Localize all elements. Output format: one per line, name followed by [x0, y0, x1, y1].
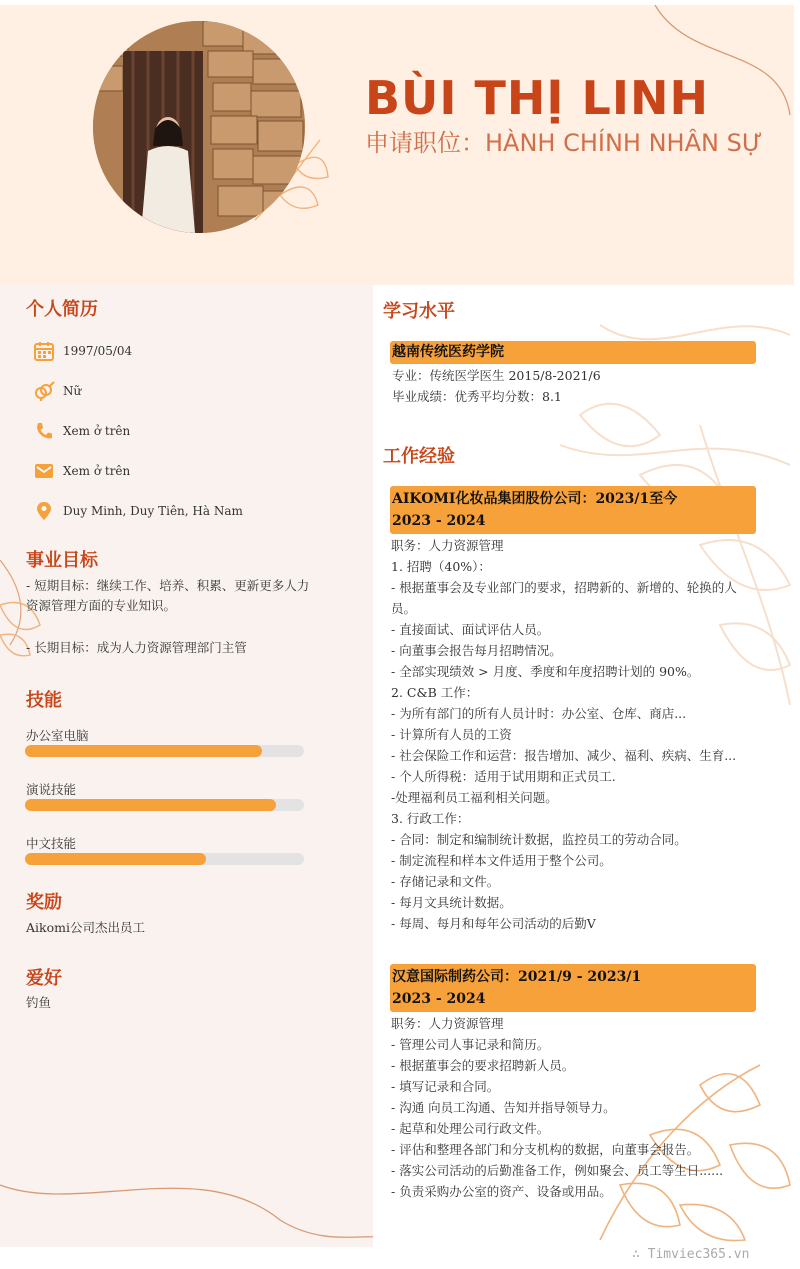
gender-icon [33, 380, 55, 402]
avatar [93, 21, 305, 233]
email-icon [33, 460, 55, 482]
education-major: 专业：传统医学医生 2015/8-2021/6 [392, 368, 601, 383]
contact-address [33, 500, 243, 522]
job-detail-line: - 根据董事会及专业部门的要求，招聘新的、新增的、轮换的人员。 [391, 580, 737, 616]
skill-label: 演说技能 [26, 782, 77, 797]
contact-email [33, 460, 130, 482]
job-detail-line: - 根据董事会的要求招聘新人员。 [391, 1058, 575, 1073]
job-period: 2023 - 2024 [392, 991, 486, 1007]
footer-watermark: ∴ Timviec365.vn [632, 1247, 750, 1262]
footer-text: Timviec365.vn [647, 1247, 750, 1262]
contact-phone [33, 420, 130, 442]
job-detail-line: - 评估和整理各部门和分支机构的数据，向董事会报告。 [391, 1142, 700, 1157]
profile-title: 个人简历 [26, 299, 98, 320]
job-detail-line: 2. C&B 工作： [391, 685, 479, 700]
job-detail-line: - 全部实现绩效 > 月度、季度和年度招聘计划的 90%。 [391, 664, 700, 679]
job-details [391, 535, 761, 934]
phone-text: Xem ở trên [63, 424, 131, 438]
job-details [391, 1013, 761, 1202]
job-detail-line: 3. 行政工作： [391, 811, 470, 826]
job-detail-line: - 制定流程和样本文件适用于整个公司。 [391, 853, 612, 868]
education-grade: 毕业成绩：优秀平均分数：8.1 [392, 389, 562, 404]
job-header [390, 486, 756, 534]
job-detail-line: 1. 招聘（40%）： [391, 559, 491, 574]
job-detail-line: - 填写记录和合同。 [391, 1079, 500, 1094]
calendar-icon [33, 340, 55, 362]
job-detail-line: - 计算所有人员的工资 [391, 727, 512, 742]
job-position: 申请职位：HÀNH CHÍNH NHÂN SỰ [365, 129, 763, 157]
education-title: 学习水平 [383, 301, 455, 322]
short-term-goal: - 短期目标：继续工作、培养、积累、更新更多人力资源管理方面的专业知识。 [26, 578, 310, 613]
job-detail-line: -处理福利员工福利相关问题。 [391, 790, 558, 805]
skill-bar-fill [25, 745, 262, 757]
job-company: 汉意国际制药公司：2021/9 - 2023/1 [392, 969, 642, 985]
job-detail-line: 职务：人力资源管理 [391, 1016, 504, 1031]
job-company: AIKOMI化妆品集团股份公司：2023/1至今 [392, 491, 678, 507]
job-detail-line: - 社会保险工作和运营：报告增加、减少、福利、疾病、生育... [391, 748, 737, 763]
contact-birthday [33, 340, 132, 362]
school-name: 越南传统医药学院 [390, 341, 756, 364]
experience-title: 工作经验 [383, 446, 455, 467]
skill-bar [25, 853, 304, 865]
job-detail-line: - 合同：制定和编制统计数据，监控员工的劳动合同。 [391, 832, 687, 847]
job-detail-line: 职务：人力资源管理 [391, 538, 504, 553]
job-detail-line: - 为所有部门的所有人员计时：办公室、仓库、商店... [391, 706, 687, 721]
cv-page [0, 5, 794, 1247]
skill-bar [25, 745, 304, 757]
skill-label: 办公室电脑 [26, 728, 89, 743]
job-detail-line: - 每月文具统计数据。 [391, 895, 512, 910]
job-period: 2023 - 2024 [392, 513, 486, 529]
job-detail-line: - 落实公司活动的后勤准备工作，例如聚会、员工等生日...... [391, 1163, 724, 1178]
hobbies-title: 爱好 [26, 968, 62, 989]
address-text: Duy Minh, Duy Tiên, Hà Nam [63, 504, 243, 518]
awards-title: 奖励 [26, 892, 62, 913]
hobbies-text: 钓鱼 [26, 995, 52, 1010]
job-detail-line: - 个人所得税：适用于试用期和正式员工. [391, 769, 616, 784]
job-detail-line: - 直接面试、面试评估人员。 [391, 622, 550, 637]
long-term-goal: - 长期目标：成为人力资源管理部门主管 [26, 640, 247, 655]
phone-icon [33, 420, 55, 442]
skill-bar [25, 799, 304, 811]
candidate-name: BÙI THỊ LINH [365, 71, 709, 125]
job-detail-line: - 负责采购办公室的资产、设备或用品。 [391, 1184, 612, 1199]
birthday-text: 1997/05/04 [63, 344, 133, 358]
email-text: Xem ở trên [63, 464, 131, 478]
job-detail-line: - 管理公司人事记录和简历。 [391, 1037, 550, 1052]
skill-bar-fill [25, 799, 276, 811]
awards-text: Aikomi公司杰出员工 [26, 920, 145, 935]
gender-text: Nữ [63, 384, 82, 398]
contact-gender [33, 380, 81, 402]
location-icon [33, 500, 55, 522]
job-detail-line: - 沟通 向员工沟通、告知并指导领导力。 [391, 1100, 616, 1115]
job-header [390, 964, 756, 1012]
skill-bar-fill [25, 853, 206, 865]
job-detail-line: - 存储记录和文件。 [391, 874, 500, 889]
skill-label: 中文技能 [26, 836, 77, 851]
profile-photo [93, 21, 305, 233]
job-detail-line: - 每周、每月和每年公司活动的后勤V [391, 916, 596, 931]
skills-title: 技能 [26, 690, 62, 711]
job-detail-line: - 向董事会报告每月招聘情况。 [391, 643, 562, 658]
goals-title: 事业目标 [26, 550, 98, 571]
job-detail-line: - 起草和处理公司行政文件。 [391, 1121, 550, 1136]
